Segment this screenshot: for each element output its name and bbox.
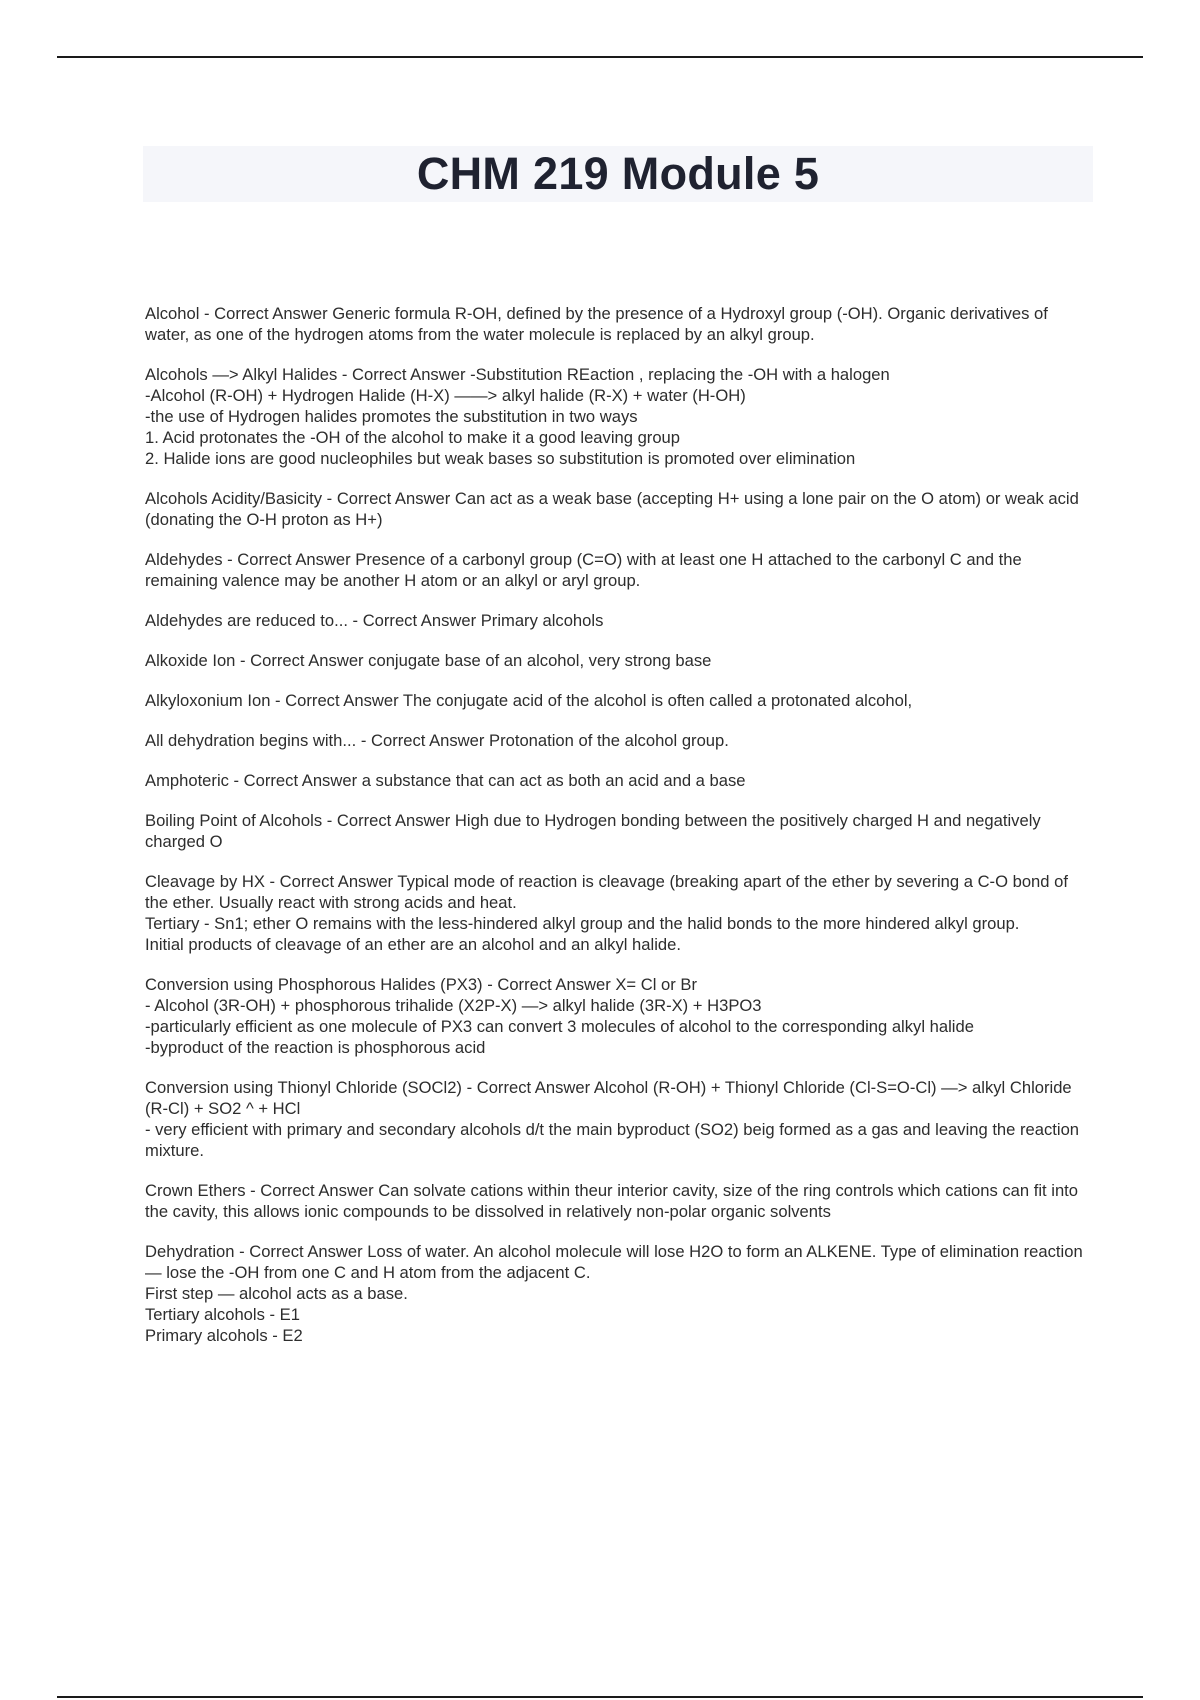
flashcard-entry bbox=[145, 488, 1095, 530]
flashcard-entry bbox=[145, 364, 1095, 469]
flashcard-entry bbox=[145, 549, 1095, 591]
entry-line: Alkoxide Ion - Correct Answer conjugate base of an alcohol, very strong base bbox=[145, 651, 712, 670]
entry-line: 2. Halide ions are good nucleophiles but weak bases so substitution is promoted over elimination bbox=[145, 449, 856, 468]
flashcard-entry bbox=[145, 1241, 1095, 1346]
flashcard-entry bbox=[145, 871, 1095, 955]
entry-line: -the use of Hydrogen halides promotes the substitution in two ways bbox=[145, 407, 638, 426]
flashcard-entry bbox=[145, 690, 1095, 711]
entry-line: Crown Ethers - Correct Answer Can solvate cations within theur interior cavity, size of the ring controls which cations can fit into the cavity, this allows ionic compounds to be dissolved in relatively non-polar organic solvents bbox=[145, 1181, 1079, 1221]
flashcard-list bbox=[145, 303, 1095, 1365]
entry-line: Alcohols —> Alkyl Halides - Correct Answer -Substitution REaction , replacing the -OH with a halogen bbox=[145, 365, 890, 384]
entry-line: Tertiary - Sn1; ether O remains with the less-hindered alkyl group and the halid bonds to the more hindered alkyl group. bbox=[145, 914, 1020, 933]
entry-line: Aldehydes are reduced to... - Correct Answer Primary alcohols bbox=[145, 611, 604, 630]
flashcard-entry bbox=[145, 303, 1095, 345]
entry-line: Boiling Point of Alcohols - Correct Answer High due to Hydrogen bonding between the positively charged H and negatively charged O bbox=[145, 811, 1041, 851]
entry-line: Conversion using Phosphorous Halides (PX3) - Correct Answer X= Cl or Br bbox=[145, 975, 697, 994]
title-band bbox=[143, 146, 1093, 202]
entry-line: -particularly efficient as one molecule of PX3 can convert 3 molecules of alcohol to the corresponding alkyl halide bbox=[145, 1017, 974, 1036]
entry-line: Dehydration - Correct Answer Loss of water. An alcohol molecule will lose H2O to form an ALKENE. Type of elimination reaction — lose the -OH from one C and H atom from the adjacent C. bbox=[145, 1242, 1083, 1282]
entry-line: Aldehydes - Correct Answer Presence of a carbonyl group (C=O) with at least one H attached to the carbonyl C and the remaining valence may be another H atom or an alkyl or aryl group. bbox=[145, 550, 1022, 590]
entry-line: -Alcohol (R-OH) + Hydrogen Halide (H-X) ——> alkyl halide (R-X) + water (H-OH) bbox=[145, 386, 746, 405]
entry-line: Tertiary alcohols - E1 bbox=[145, 1305, 300, 1324]
bottom-rule bbox=[57, 1696, 1143, 1698]
entry-line: Alcohol - Correct Answer Generic formula R-OH, defined by the presence of a Hydroxyl group (-OH). Organic derivatives of water, as one of the hydrogen atoms from the water molecule is replaced by an alkyl group. bbox=[145, 304, 1048, 344]
flashcard-entry bbox=[145, 1180, 1095, 1222]
flashcard-entry bbox=[145, 1077, 1095, 1161]
top-rule bbox=[57, 56, 1143, 58]
entry-line: First step — alcohol acts as a base. bbox=[145, 1284, 408, 1303]
entry-line: Amphoteric - Correct Answer a substance that can act as both an acid and a base bbox=[145, 771, 746, 790]
entry-line: Alcohols Acidity/Basicity - Correct Answer Can act as a weak base (accepting H+ using a lone pair on the O atom) or weak acid (donating the O-H proton as H+) bbox=[145, 489, 1079, 529]
entry-line: 1. Acid protonates the -OH of the alcohol to make it a good leaving group bbox=[145, 428, 681, 447]
entry-line: Alkyloxonium Ion - Correct Answer The conjugate acid of the alcohol is often called a protonated alcohol, bbox=[145, 691, 913, 710]
flashcard-entry bbox=[145, 730, 1095, 751]
flashcard-entry bbox=[145, 810, 1095, 852]
entry-line: - very efficient with primary and secondary alcohols d/t the main byproduct (SO2) beig formed as a gas and leaving the reaction mixture. bbox=[145, 1120, 1080, 1160]
entry-line: - Alcohol (3R-OH) + phosphorous trihalide (X2P-X) —> alkyl halide (3R-X) + H3PO3 bbox=[145, 996, 762, 1015]
page-title: CHM 219 Module 5 bbox=[416, 148, 820, 199]
flashcard-entry bbox=[145, 650, 1095, 671]
flashcard-entry bbox=[145, 770, 1095, 791]
entry-line: -byproduct of the reaction is phosphorous acid bbox=[145, 1038, 486, 1057]
entry-line: Initial products of cleavage of an ether are an alcohol and an alkyl halide. bbox=[145, 935, 681, 954]
entry-line: Conversion using Thionyl Chloride (SOCl2) - Correct Answer Alcohol (R-OH) + Thionyl Chloride (Cl-S=O-Cl) —> alkyl Chloride (R-Cl) + SO2 ^ + HCl bbox=[145, 1078, 1072, 1118]
flashcard-entry bbox=[145, 610, 1095, 631]
entry-line: All dehydration begins with... - Correct Answer Protonation of the alcohol group. bbox=[145, 731, 729, 750]
flashcard-entry bbox=[145, 974, 1095, 1058]
entry-line: Primary alcohols - E2 bbox=[145, 1326, 303, 1345]
entry-line: Cleavage by HX - Correct Answer Typical mode of reaction is cleavage (breaking apart of the ether by severing a C-O bond of the ether. Usually react with strong acids and heat. bbox=[145, 872, 1068, 912]
